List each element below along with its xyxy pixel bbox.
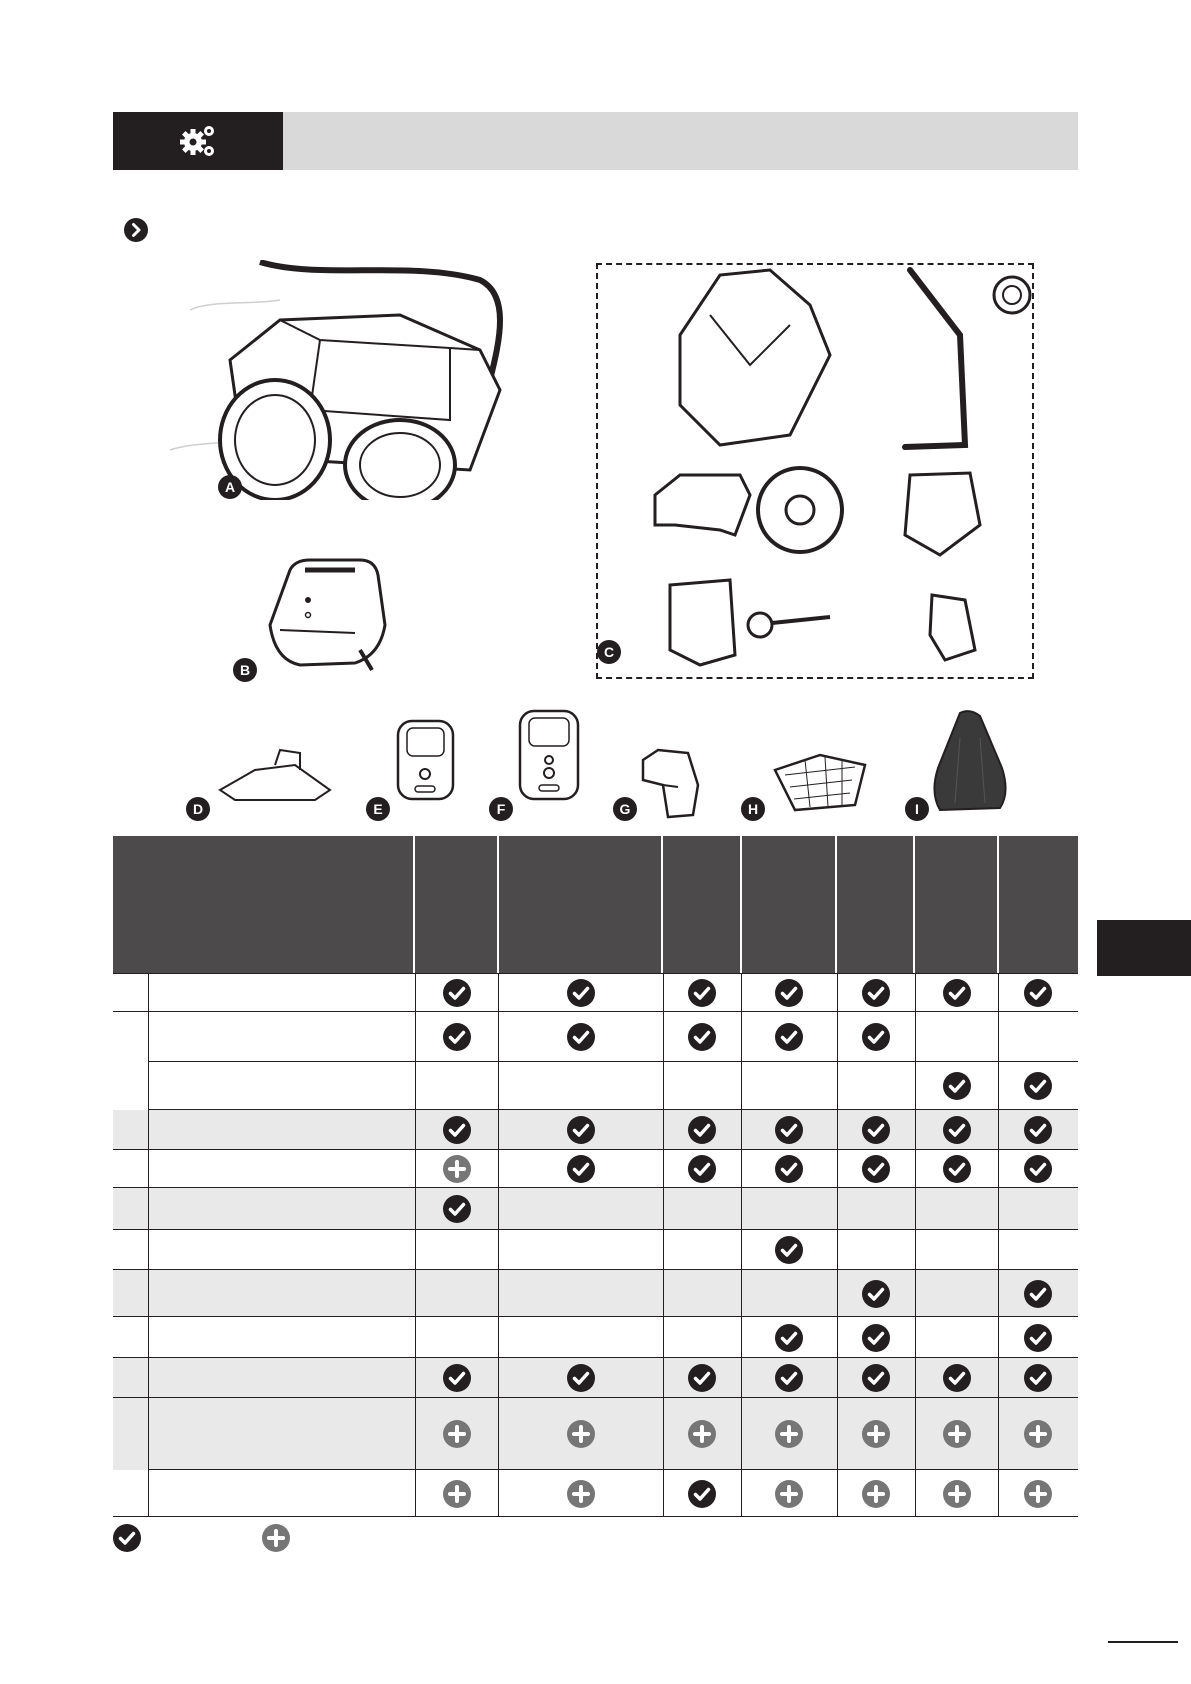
table-row — [148, 1398, 1078, 1470]
plus-circle-icon — [443, 1480, 471, 1508]
label-badge-g-text: G — [619, 801, 631, 817]
label-badge-a — [218, 475, 242, 499]
table-row — [113, 1188, 1078, 1230]
check-circle-icon — [688, 1364, 716, 1392]
check-circle-icon — [567, 1023, 595, 1051]
check-circle-icon — [943, 979, 971, 1007]
parts-kit-illustration — [640, 265, 1040, 675]
check-circle-icon — [943, 1116, 971, 1144]
check-circle-icon — [688, 1023, 716, 1051]
chapter-side-tab — [1097, 920, 1191, 976]
power-supply-illustration — [260, 555, 390, 680]
header-column-separator — [661, 836, 663, 973]
plus-circle-icon — [862, 1480, 890, 1508]
check-circle-icon — [862, 1364, 890, 1392]
check-circle-icon — [443, 1023, 471, 1051]
plus-circle-icon — [262, 1524, 290, 1552]
check-circle-icon — [943, 1072, 971, 1100]
check-circle-icon — [688, 1480, 716, 1508]
check-circle-icon — [1024, 1364, 1052, 1392]
table-column-line — [998, 973, 999, 1517]
label-badge-f-text: F — [496, 801, 506, 817]
check-circle-icon — [443, 1364, 471, 1392]
remote-control-e-illustration — [393, 718, 458, 803]
check-circle-icon — [1024, 1116, 1052, 1144]
check-circle-icon — [862, 1116, 890, 1144]
remote-holder-illustration — [638, 745, 703, 820]
check-circle-icon — [1024, 1280, 1052, 1308]
label-badge-b-text: B — [239, 662, 251, 678]
check-circle-icon — [443, 1195, 471, 1223]
check-circle-icon — [443, 1116, 471, 1144]
plus-circle-icon — [688, 1420, 716, 1448]
check-circle-icon — [775, 1155, 803, 1183]
label-badge-i — [905, 797, 929, 821]
filter-basket-illustration — [770, 745, 870, 815]
header-column-separator — [913, 836, 915, 973]
table-row — [113, 1230, 1078, 1270]
label-badge-e — [366, 797, 390, 821]
plus-circle-icon — [1024, 1420, 1052, 1448]
check-circle-icon — [862, 1023, 890, 1051]
remote-control-f-illustration — [515, 708, 583, 803]
plus-circle-icon — [943, 1480, 971, 1508]
table-column-line — [915, 973, 916, 1517]
table-column-line — [837, 973, 838, 1517]
table-row — [148, 1012, 1078, 1062]
table-column-line — [663, 973, 664, 1517]
table-column-line — [498, 973, 499, 1517]
plus-circle-icon — [775, 1480, 803, 1508]
check-circle-icon — [943, 1155, 971, 1183]
plus-circle-icon — [862, 1420, 890, 1448]
label-badge-b — [233, 658, 257, 682]
table-column-line — [148, 973, 149, 1517]
label-badge-d — [186, 797, 210, 821]
check-circle-icon — [567, 1155, 595, 1183]
label-badge-d-text: D — [192, 801, 204, 817]
label-badge-h-text: H — [747, 801, 759, 817]
check-circle-icon — [1024, 1324, 1052, 1352]
check-circle-icon — [775, 1023, 803, 1051]
table-row — [113, 1358, 1078, 1398]
check-circle-icon — [775, 1116, 803, 1144]
table-row — [113, 1270, 1078, 1317]
plus-circle-icon — [943, 1420, 971, 1448]
caddy-stand-illustration — [215, 745, 335, 805]
plus-circle-icon — [567, 1420, 595, 1448]
check-circle-icon — [775, 1364, 803, 1392]
table-row — [113, 1470, 1078, 1517]
plus-circle-icon — [443, 1420, 471, 1448]
chevron-right-circle-icon — [124, 218, 148, 242]
label-badge-c-text: C — [603, 644, 615, 660]
protective-cover-illustration — [930, 708, 1010, 813]
robot-cleaner-illustration — [150, 260, 530, 500]
label-badge-e-text: E — [373, 801, 383, 817]
check-circle-icon — [1024, 1155, 1052, 1183]
header-column-separator — [740, 836, 742, 973]
label-badge-i-text: I — [915, 801, 919, 817]
header-column-separator — [413, 836, 415, 973]
table-row — [113, 973, 1078, 1012]
table-column-line — [415, 973, 416, 1517]
header-column-separator — [497, 836, 499, 973]
table-row — [113, 1110, 1078, 1150]
plus-circle-icon — [1024, 1480, 1052, 1508]
check-circle-icon — [688, 979, 716, 1007]
table-column-line — [741, 973, 742, 1517]
label-badge-h — [741, 797, 765, 821]
check-circle-icon — [943, 1364, 971, 1392]
plus-circle-icon — [775, 1420, 803, 1448]
table-row — [148, 1062, 1078, 1110]
check-circle-icon — [688, 1155, 716, 1183]
header-column-separator — [997, 836, 999, 973]
table-row — [113, 1150, 1078, 1188]
check-circle-icon — [688, 1116, 716, 1144]
check-circle-icon — [1024, 1072, 1052, 1100]
table-row — [113, 1317, 1078, 1358]
check-circle-icon — [775, 1324, 803, 1352]
label-badge-f — [489, 797, 513, 821]
row-group-cell — [113, 1398, 148, 1470]
check-circle-icon — [775, 1236, 803, 1264]
check-circle-icon — [443, 979, 471, 1007]
check-circle-icon — [567, 979, 595, 1007]
check-circle-icon — [567, 1116, 595, 1144]
table-header — [113, 836, 1078, 973]
check-circle-icon — [775, 979, 803, 1007]
header-column-separator — [835, 836, 837, 973]
gears-icon — [178, 122, 218, 160]
section-header-band — [283, 112, 1078, 170]
plus-circle-icon — [567, 1480, 595, 1508]
check-circle-icon — [862, 1324, 890, 1352]
label-badge-g — [613, 797, 637, 821]
label-badge-a-text: A — [224, 479, 236, 495]
check-circle-icon — [862, 1280, 890, 1308]
check-circle-icon — [1024, 979, 1052, 1007]
check-circle-icon — [862, 979, 890, 1007]
label-badge-c — [597, 640, 621, 664]
footer-rule — [1108, 1641, 1178, 1643]
check-circle-icon — [113, 1524, 141, 1552]
check-circle-icon — [567, 1364, 595, 1392]
plus-circle-icon — [443, 1155, 471, 1183]
check-circle-icon — [862, 1155, 890, 1183]
